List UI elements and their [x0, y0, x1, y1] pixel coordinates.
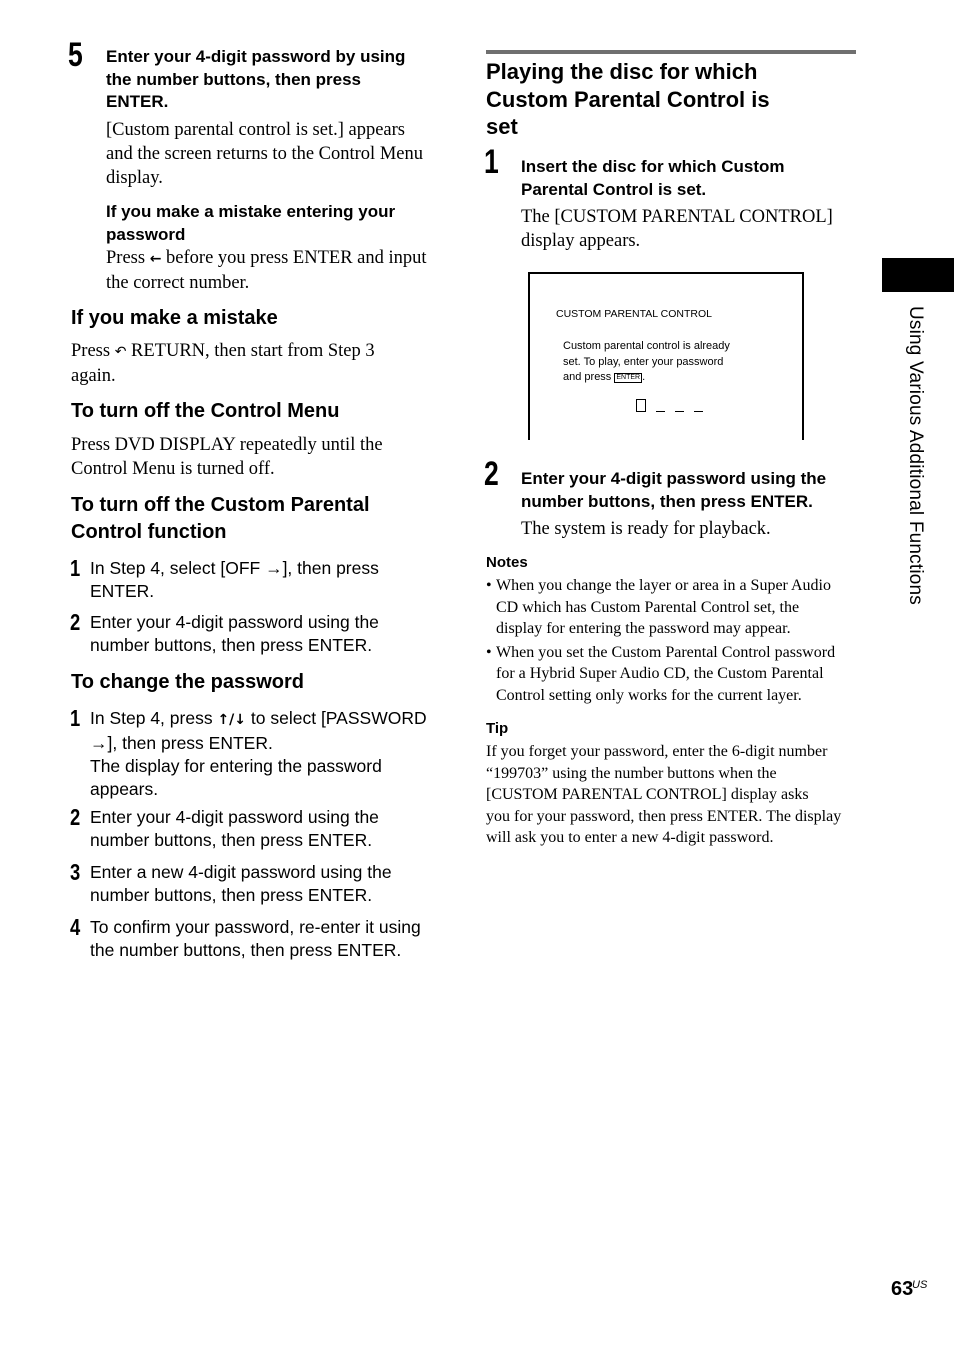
play-step2-body: The system is ready for playback.: [521, 519, 771, 539]
left-arrow-icon: ←: [149, 251, 162, 267]
password-cursor: [636, 399, 646, 412]
play-step2-instruction: Enter your 4-digit password using the number buttons, then press ENTER.: [521, 469, 827, 511]
step-number-5: 5: [68, 36, 83, 74]
notes-heading: Notes: [486, 554, 528, 571]
step5-mistake-body: Press ← before you press ENTER and input the correct number.: [106, 248, 427, 293]
screen-title: CUSTOM PARENTAL CONTROL: [556, 308, 712, 320]
page-number-suffix: US: [912, 1279, 928, 1291]
step-number-2: 2: [484, 455, 499, 493]
password-digit-slot: [656, 411, 665, 412]
step-number-2: 2: [70, 609, 81, 635]
section-rule: [486, 50, 856, 54]
note-item: • When you set the Custom Parental Control password for a Hybrid Super Audio CD, the Custom Parental Control setting only works for the current layer.: [486, 642, 866, 707]
step5-mistake-heading: If you make a mistake entering your password: [106, 202, 396, 244]
step-number-3: 3: [70, 859, 81, 885]
change-password-step2: Enter your 4-digit password using the number buttons, then press ENTER.: [90, 807, 379, 850]
play-step1-body: The [CUSTOM PARENTAL CONTROL] display appears.: [521, 207, 833, 251]
return-icon: ↶: [114, 344, 127, 360]
enter-key-icon: ENTER: [616, 374, 641, 381]
change-password-step3: Enter a new 4-digit password using the number buttons, then press ENTER.: [90, 862, 392, 905]
change-password-step1: In Step 4, press ↑/↓ to select [PASSWORD →], then press ENTER. The display for entering the password appears.: [90, 708, 427, 799]
chapter-tab-marker: [882, 258, 954, 292]
step-number-1: 1: [70, 705, 81, 731]
step-number-4: 4: [70, 914, 81, 940]
play-step1-instruction: Insert the disc for which Custom Parental Control is set.: [521, 157, 785, 199]
tip-heading: Tip: [486, 720, 509, 737]
if-mistake-body: Press ↶ RETURN, then start from Step 3 again.: [71, 341, 375, 386]
if-mistake-heading: If you make a mistake: [71, 307, 278, 329]
change-password-heading: To change the password: [71, 671, 304, 693]
up-down-arrow-icon: ↑/↓: [217, 712, 247, 728]
step-number-1: 1: [484, 143, 499, 181]
step-number-1: 1: [70, 555, 81, 581]
chapter-side-label: Using Various Additional Functions: [905, 306, 926, 605]
step-number-2: 2: [70, 804, 81, 830]
password-digit-slot: [675, 411, 684, 412]
tip-body: If you forget your password, enter the 6-digit number “199703” using the number buttons when the [CUSTOM PARENTAL CONTROL] display asks you for your password, then press ENTER. The display will ask you to enter a new 4-digit password.: [486, 743, 842, 846]
step5-instruction: Enter your 4-digit password by using the number buttons, then press ENTER.: [106, 47, 406, 111]
turn-off-custom-step2: Enter your 4-digit password using the number buttons, then press ENTER.: [90, 612, 379, 655]
turn-off-custom-heading: To turn off the Custom Parental Control function: [71, 494, 370, 543]
password-digit-slot: [694, 411, 703, 412]
page-number: 63: [891, 1278, 914, 1300]
custom-parental-control-screen: [528, 272, 804, 440]
change-password-step4: To confirm your password, re-enter it using the number buttons, then press ENTER.: [90, 917, 421, 960]
step5-body: [Custom parental control is set.] appears and the screen returns to the Control Menu display.: [106, 120, 423, 188]
screen-message: Custom parental control is already set. To play, enter your password and press ENTER .: [563, 340, 730, 383]
turn-off-menu-heading: To turn off the Control Menu: [71, 400, 340, 422]
note-item: • When you change the layer or area in a Super Audio CD which has Custom Parental Control set, the display for entering the password may appear.: [486, 575, 866, 640]
turn-off-menu-body: Press DVD DISPLAY repeatedly until the Control Menu is turned off.: [71, 435, 383, 479]
section-title: Playing the disc for which Custom Parental Control is set: [486, 59, 770, 139]
turn-off-custom-step1: In Step 4, select [OFF →], then press ENTER.: [90, 558, 379, 601]
notes-list: [486, 575, 866, 708]
